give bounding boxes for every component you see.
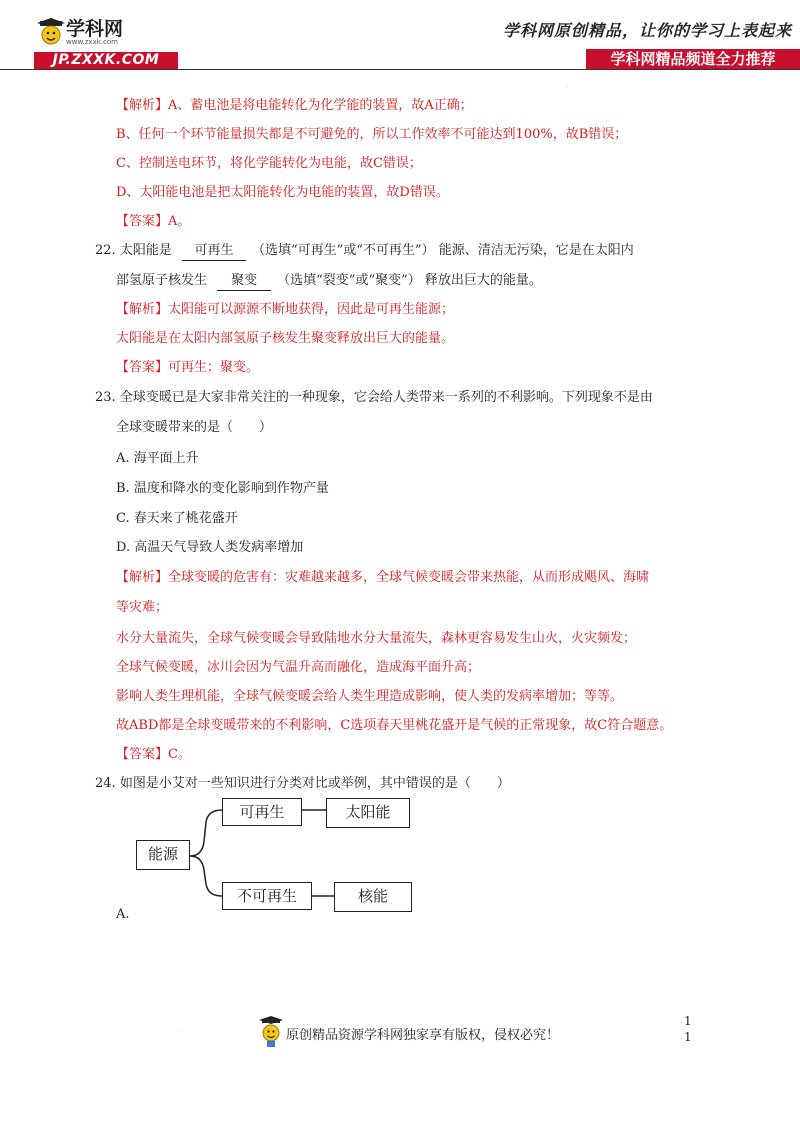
analysis-tag: 【解析】 <box>116 570 169 585</box>
q23-analysis-line: 等灾难； <box>116 600 169 615</box>
analysis-tag: 【解析】 <box>116 98 169 113</box>
stem-text: （选填“裂变”或“聚变”） 释放出巨大的能量。 <box>277 273 542 288</box>
question-number: 24. <box>95 776 116 791</box>
answer-text: C。 <box>168 747 191 762</box>
stem-text: 部氢原子核发生 <box>116 273 208 288</box>
q23-analysis-line: 故ABD都是全球变暖带来的不利影响，C选项春天里桃花盛开是气候的正常现象，故C符合题意。 <box>116 718 673 733</box>
logo-text: 学科网 <box>66 18 124 40</box>
q22-analysis-line <box>116 330 454 348</box>
graduate-mascot-icon <box>258 1016 284 1048</box>
analysis-text: 太阳能是在太阳内部氢原子核发生聚变释放出巨大的能量。 <box>116 331 455 346</box>
q23-stem-line1 <box>95 389 653 407</box>
logo-url: www.zxxk.com <box>66 38 118 46</box>
answer-tag: 【答案】 <box>116 360 169 375</box>
fill-blank-answer: 聚变 <box>217 272 271 291</box>
q22-answer <box>116 359 259 377</box>
diagram-root-box: 能源 <box>136 840 190 870</box>
analysis-text: A、蓄电池是将电能转化为化学能的装置，故A正确； <box>168 98 473 113</box>
diagram-branch-top: 可再生 <box>222 798 302 826</box>
stem-text: 全球变暖带来的是（ ） <box>116 420 273 435</box>
q23-analysis-line: 全球气候变暖，冰川会因为气温升高而融化，造成海平面升高； <box>116 660 481 675</box>
q21-answer <box>116 213 190 231</box>
q21-analysis-line <box>116 126 627 144</box>
diagram-branch-bottom: 不可再生 <box>222 882 312 910</box>
option-c: C. 春天来了桃花盛开 <box>116 511 238 526</box>
option-d: D. 高温天气导致人类发病率增加 <box>116 540 304 555</box>
diagram-leaf-bottom: 核能 <box>334 882 412 912</box>
analysis-text: 全球变暖的危害有：灾难越来越多，全球气候变暖会带来热能，从而形成飓风、海啸 <box>168 570 650 585</box>
q21-analysis-line <box>116 184 449 202</box>
classification-diagram <box>130 796 430 920</box>
analysis-text: D、太阳能电池是把太阳能转化为电能的装置，故D错误。 <box>116 185 449 200</box>
header-divider <box>0 69 800 70</box>
question-number: 23. <box>95 390 116 405</box>
stem-text: 全球变暖已是大家非常关注的一种现象，它会给人类带来一系列的不利影响。下列现象不是由 <box>119 390 653 405</box>
footer-dot: · <box>180 1028 182 1035</box>
answer-tag: 【答案】 <box>116 747 169 762</box>
promo-banner: 学科网精品频道全力推荐 <box>586 49 800 69</box>
q24-stem <box>95 775 510 793</box>
diagram-leaf-top: 太阳能 <box>326 798 410 828</box>
graduate-mascot-icon <box>36 18 66 48</box>
answer-tag: 【答案】 <box>116 214 169 229</box>
logo-banner: JP.ZXXK.COM <box>34 52 178 69</box>
header-dot: · <box>566 84 568 91</box>
analysis-text: B、任何一个环节能量损失都是不可避免的，所以工作效率不可能达到100%，故B错误； <box>116 127 628 142</box>
footer-copyright: 原创精品资源学科网独家享有版权，侵权必究！ <box>286 1028 560 1043</box>
stem-text: （选填“可再生”或“不可再生”） 能源、清洁无污染，它是在太阳内 <box>251 243 634 258</box>
q22-analysis-line <box>116 301 454 319</box>
option-b: B. 温度和降水的变化影响到作物产量 <box>116 481 329 496</box>
fill-blank-answer: 可再生 <box>182 242 246 261</box>
q22-stem-line1 <box>95 242 634 261</box>
connector-top-branch <box>190 810 222 856</box>
answer-text: 可再生；聚变。 <box>168 360 260 375</box>
stem-text: 太阳能是 <box>119 243 172 258</box>
option-a-label: A. <box>116 907 130 922</box>
analysis-text: 太阳能可以源源不断地获得，因此是可再生能源； <box>168 302 455 317</box>
q22-stem-line2 <box>116 272 542 291</box>
analysis-text: C、控制送电环节，将化学能转化为电能，故C错误； <box>116 156 422 171</box>
q23-analysis-line <box>116 569 649 587</box>
q23-stem-line2 <box>116 419 272 437</box>
question-number: 22. <box>95 243 116 258</box>
q23-answer <box>116 746 191 764</box>
q23-analysis-line: 水分大量流失，全球气候变暖会导致陆地水分大量流失，森林更容易发生山火，火灾频发； <box>116 631 637 646</box>
q23-analysis-line: 影响人类生理机能，全球气候变暖会给人类生理造成影响，使人类的发病率增加；等等。 <box>116 689 624 704</box>
analysis-tag: 【解析】 <box>116 302 169 317</box>
answer-text: A。 <box>168 214 191 229</box>
option-a: A. 海平面上升 <box>116 451 199 466</box>
header-slogan: 学科网原创精品，让你的学习上表起来 <box>502 21 792 40</box>
q21-analysis-line <box>116 97 473 115</box>
connector-bottom-branch <box>190 856 222 896</box>
page-number: 1 <box>684 1014 692 1028</box>
page-header <box>0 0 800 91</box>
stem-text: 如图是小艾对一些知识进行分类对比或举例，其中错误的是（ ） <box>119 776 510 791</box>
page-total: 1 <box>684 1030 692 1044</box>
q21-analysis-line <box>116 155 422 173</box>
